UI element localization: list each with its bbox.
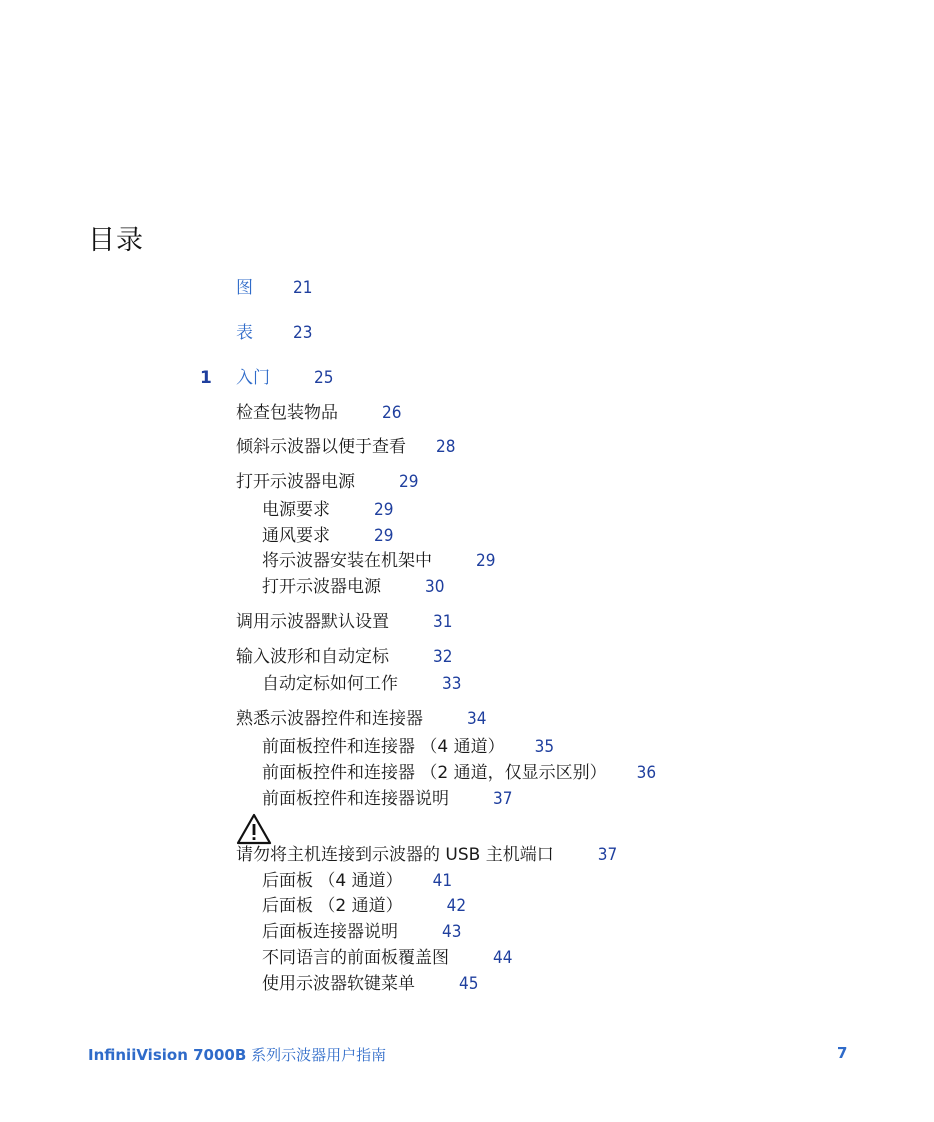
toc-entry-page[interactable]: 43 <box>442 922 462 942</box>
toc-entry-label: 后面板连接器说明 <box>262 922 398 942</box>
toc-entry-label: 倾斜示波器以便于查看 <box>236 437 406 457</box>
toc-entry-label: 输入波形和自动定标 <box>236 647 389 667</box>
toc-entry-label: 请勿将主机连接到示波器的 USB 主机端口 <box>236 845 554 865</box>
toc-entry-page[interactable]: 29 <box>374 526 394 546</box>
toc-entry-label: 使用示波器软键菜单 <box>262 974 415 994</box>
toc-entry-label: 通风要求 <box>262 526 330 546</box>
toc-entry[interactable] <box>262 499 393 521</box>
footer-product-name: InfiniiVision 7000B <box>88 1046 247 1064</box>
toc-entry[interactable] <box>236 611 452 633</box>
footer-document-title <box>88 1044 386 1065</box>
toc-entry[interactable] <box>236 646 452 668</box>
toc-entry[interactable] <box>236 471 418 493</box>
toc-entry-page[interactable]: 32 <box>433 647 453 667</box>
toc-entry-page[interactable]: 29 <box>374 500 394 520</box>
toc-entry-label: 电源要求 <box>262 500 330 520</box>
toc-entry[interactable] <box>262 870 452 892</box>
toc-entry-label: 后面板 （4 通道） <box>262 871 403 891</box>
toc-entry-page[interactable]: 29 <box>399 472 419 492</box>
toc-entry-page[interactable]: 36 <box>636 763 657 783</box>
toc-entry-tables[interactable] <box>236 322 312 344</box>
toc-entry-page[interactable]: 21 <box>293 278 313 298</box>
toc-entry-label: 图 <box>236 278 253 298</box>
toc-entry[interactable] <box>262 788 512 810</box>
toc-entry-page[interactable]: 35 <box>534 737 555 757</box>
toc-entry-page[interactable]: 33 <box>442 674 462 694</box>
toc-entry[interactable] <box>262 736 554 758</box>
warning-icon <box>236 813 272 845</box>
toc-entry-page[interactable]: 26 <box>382 403 402 423</box>
toc-entry-label: 自动定标如何工作 <box>262 674 398 694</box>
toc-entry-label: 后面板 （2 通道） <box>262 896 403 916</box>
toc-entry-page[interactable]: 29 <box>476 551 496 571</box>
toc-entry[interactable] <box>262 973 478 995</box>
chapter-number: 1 <box>200 368 212 388</box>
toc-entry[interactable] <box>262 550 495 572</box>
toc-entry-page[interactable]: 42 <box>446 896 467 916</box>
toc-entry-label: 前面板控件和连接器 （4 通道） <box>262 737 505 757</box>
toc-entry[interactable] <box>236 708 486 730</box>
toc-entry-label: 前面板控件和连接器说明 <box>262 789 449 809</box>
toc-entry[interactable] <box>262 576 444 598</box>
toc-entry[interactable] <box>262 947 512 969</box>
toc-entry-label: 表 <box>236 323 253 343</box>
toc-entry-label: 打开示波器电源 <box>236 472 355 492</box>
toc-entry-figures[interactable] <box>236 277 312 299</box>
toc-entry[interactable] <box>262 921 461 943</box>
toc-entry-page[interactable]: 31 <box>433 612 453 632</box>
toc-entry[interactable] <box>236 436 455 458</box>
page-title: 目录 <box>88 225 144 256</box>
toc-entry-page[interactable]: 23 <box>293 323 313 343</box>
toc-entry-page[interactable]: 44 <box>493 948 513 968</box>
toc-entry[interactable] <box>236 402 401 424</box>
toc-entry-page[interactable]: 30 <box>425 577 445 597</box>
toc-entry-page[interactable]: 45 <box>459 974 479 994</box>
toc-entry-page[interactable]: 37 <box>493 789 513 809</box>
toc-entry-label: 入门 <box>236 368 270 388</box>
toc-entry-label: 打开示波器电源 <box>262 577 381 597</box>
toc-entry[interactable] <box>262 673 461 695</box>
toc-entry-label: 调用示波器默认设置 <box>236 612 389 632</box>
toc-entry-label: 不同语言的前面板覆盖图 <box>262 948 449 968</box>
toc-entry[interactable] <box>236 844 617 866</box>
footer-guide-name: 系列示波器用户指南 <box>246 1046 387 1064</box>
toc-entry-page[interactable]: 37 <box>597 845 618 865</box>
toc-entry-label: 熟悉示波器控件和连接器 <box>236 709 423 729</box>
toc-entry-page[interactable]: 34 <box>467 709 487 729</box>
toc-entry-page[interactable]: 28 <box>436 437 456 457</box>
footer-page-number: 7 <box>837 1044 848 1062</box>
toc-entry-label: 将示波器安装在机架中 <box>262 551 432 571</box>
toc-entry-chapter-1[interactable] <box>236 367 333 389</box>
toc-entry-label: 检查包装物品 <box>236 403 338 423</box>
toc-entry-page[interactable]: 25 <box>314 368 334 388</box>
toc-entry[interactable] <box>262 895 466 917</box>
toc-entry-label: 前面板控件和连接器 （2 通道，仅显示区别） <box>262 763 607 783</box>
toc-entry-page[interactable]: 41 <box>432 871 453 891</box>
toc-entry[interactable] <box>262 762 656 784</box>
toc-entry[interactable] <box>262 525 393 547</box>
